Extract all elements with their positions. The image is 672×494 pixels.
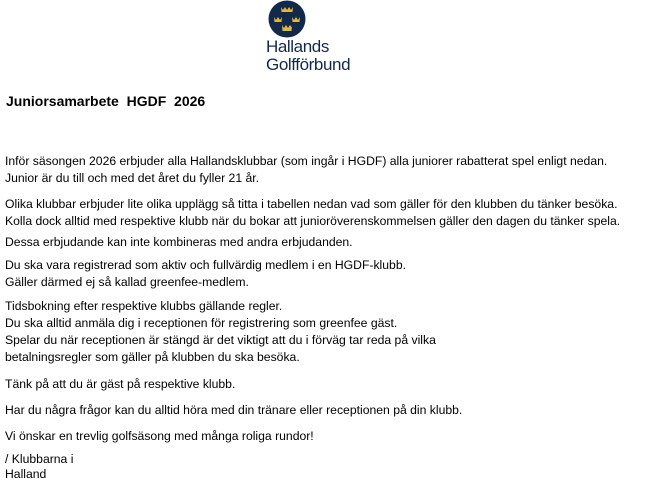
text-line: / Klubbarna i [5,452,74,466]
text-line: Du ska vara registrerad som aktiv och fullvärdig medlem i en HGDF-klubb. [5,258,406,272]
paragraph-questions [5,402,462,419]
signature [5,452,73,482]
paragraph-combine [5,234,353,251]
paragraph-membership [5,257,406,291]
text-line: Tänk på att du är gäst på respektive klubb. [5,377,236,391]
page-title: Juniorsamarbete HGDF 2026 [6,93,206,109]
text-line: Dessa erbjudande kan inte kombineras med andra erbjudanden. [5,235,353,249]
crown-shield-icon [268,0,306,40]
hallands-golfforbund-logo [266,0,376,78]
text-line: Vi önskar en trevlig golfsäsong med många roliga rundor! [5,429,314,443]
text-line: Tidsbokning efter respektive klubbs gällande regler. [5,299,283,313]
text-line: Halland [5,467,47,481]
paragraph-clubs [5,196,620,230]
logo-wordmark [266,38,350,74]
text-line: Du ska alltid anmäla dig i receptionen för registrering som greenfee gäst. [5,316,398,330]
paragraph-booking [5,298,436,366]
text-line: Har du några frågor kan du alltid höra med din tränare eller receptionen på din klubb. [5,403,463,417]
text-line: Gäller därmed ej så kallad greenfee-medlem. [5,275,249,289]
paragraph-guest [5,376,235,393]
paragraph-intro [5,153,607,187]
logo-line-2: Golfförbund [266,55,351,74]
text-line: Olika klubbar erbjuder lite olika upplägg så titta i tabellen nedan vad som gäller för den klubben du tänker besöka. [5,197,618,211]
text-line: Inför säsongen 2026 erbjuder alla Hallandsklubbar (som ingår i HGDF) alla juniorer rabatterat spel enligt nedan. [5,154,608,168]
text-line: betalningsregler som gäller på klubben du ska besöka. [5,350,300,364]
text-line: Junior är du till och med det året du fyller 21 år. [5,171,260,185]
text-line: Kolla dock alltid med respektive klubb när du bokar att junioröverenskommelsen gäller den dagen du tänker spela. [5,214,621,228]
paragraph-wishes [5,428,314,445]
text-line: Spelar du när receptionen är stängd är det viktigt att du i förväg tar reda på vilka [5,333,436,347]
logo-line-1: Hallands [266,37,329,56]
